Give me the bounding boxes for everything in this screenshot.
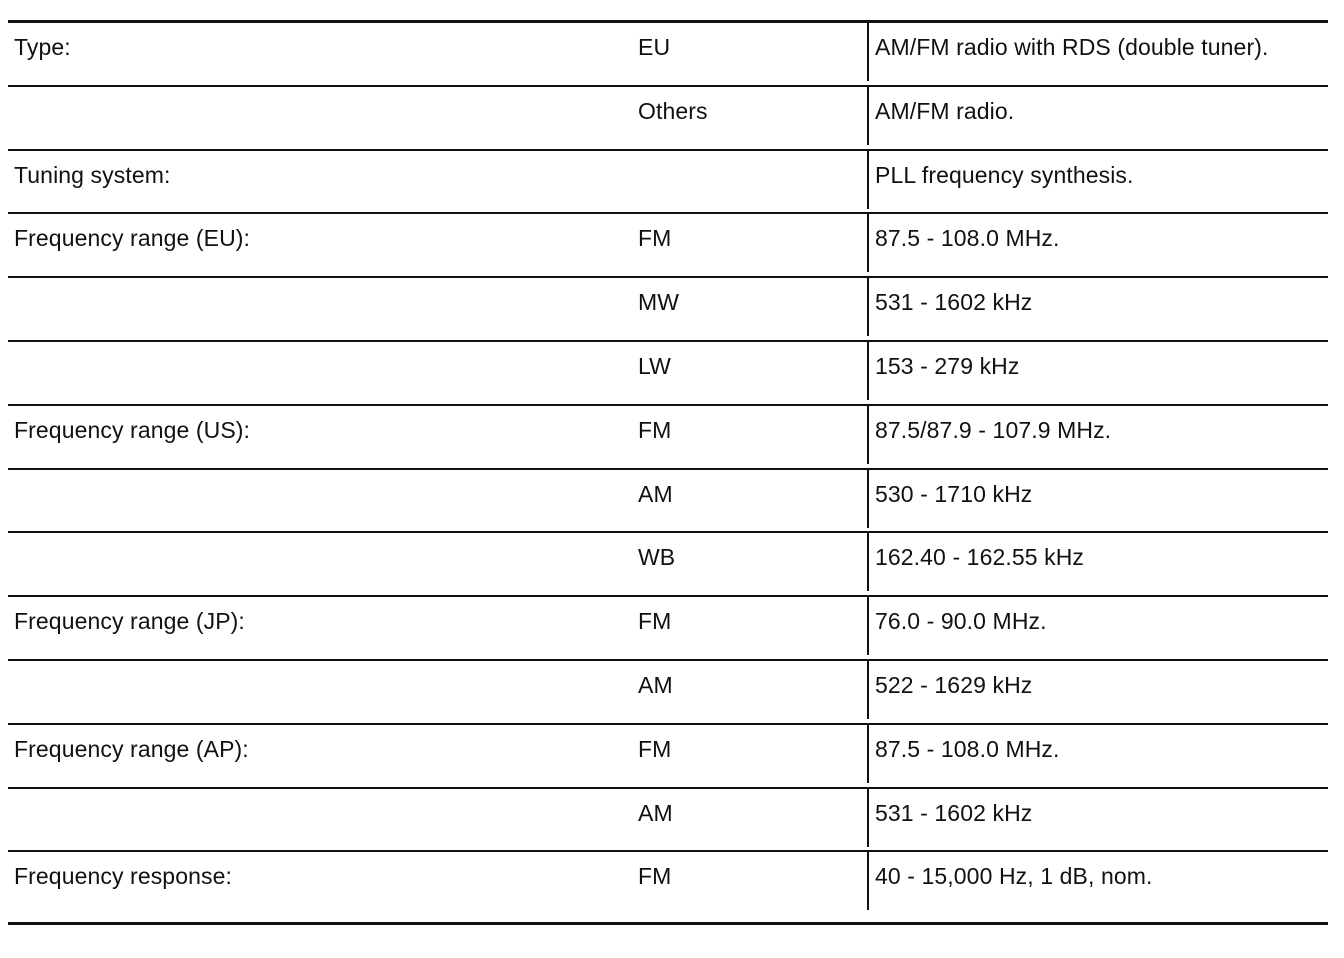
row-band: EU bbox=[638, 34, 671, 60]
row-label: Frequency range (AP): bbox=[14, 735, 249, 762]
row-value: 87.5 - 108.0 MHz. bbox=[875, 735, 1060, 762]
row-value: 76.0 - 90.0 MHz. bbox=[875, 608, 1047, 635]
row-band: FM bbox=[638, 735, 672, 762]
row-label: Tuning system: bbox=[14, 161, 171, 188]
column-divider bbox=[867, 852, 869, 910]
row-band: MW bbox=[638, 289, 680, 316]
table-row bbox=[8, 661, 1328, 725]
spec-table bbox=[8, 20, 1328, 925]
column-divider bbox=[867, 406, 869, 464]
column-divider bbox=[867, 789, 869, 847]
table-row bbox=[8, 725, 1328, 789]
table-row bbox=[8, 214, 1328, 278]
row-band: AM bbox=[638, 480, 673, 507]
row-value: 531 - 1602 kHz bbox=[875, 289, 1033, 316]
row-value: 530 - 1710 kHz bbox=[875, 480, 1033, 507]
column-divider bbox=[867, 23, 869, 81]
row-band: FM bbox=[638, 416, 672, 443]
column-divider bbox=[867, 87, 869, 145]
row-band: FM bbox=[638, 225, 672, 252]
row-label: Type: bbox=[14, 34, 71, 60]
row-value: 522 - 1629 kHz bbox=[875, 671, 1033, 698]
row-value: 40 - 15,000 Hz, 1 dB, nom. bbox=[875, 863, 1153, 890]
row-value: AM/FM radio with RDS (double tuner). bbox=[875, 34, 1269, 60]
column-divider bbox=[867, 533, 869, 591]
row-label: Frequency range (US): bbox=[14, 416, 251, 443]
column-divider bbox=[867, 725, 869, 783]
table-row bbox=[8, 406, 1328, 470]
row-band: AM bbox=[638, 799, 673, 826]
table-row bbox=[8, 852, 1328, 922]
row-label: Frequency range (EU): bbox=[14, 225, 251, 252]
row-label: Frequency range (JP): bbox=[14, 608, 245, 635]
table-row bbox=[8, 789, 1328, 853]
row-value: 87.5/87.9 - 107.9 MHz. bbox=[875, 416, 1112, 443]
row-label: Frequency response: bbox=[14, 863, 232, 890]
row-value: AM/FM radio. bbox=[875, 97, 1015, 124]
column-divider bbox=[867, 661, 869, 719]
column-divider bbox=[867, 278, 869, 336]
column-divider bbox=[867, 214, 869, 272]
table-row bbox=[8, 23, 1328, 87]
column-divider bbox=[867, 151, 869, 209]
row-band: LW bbox=[638, 352, 671, 379]
row-band: Others bbox=[638, 97, 708, 124]
row-band: FM bbox=[638, 608, 672, 635]
row-band: WB bbox=[638, 544, 676, 571]
row-value: 162.40 - 162.55 kHz bbox=[875, 544, 1085, 571]
row-value: 153 - 279 kHz bbox=[875, 352, 1020, 379]
table-row bbox=[8, 151, 1328, 215]
table-row bbox=[8, 278, 1328, 342]
row-band: FM bbox=[638, 863, 672, 890]
row-value: 87.5 - 108.0 MHz. bbox=[875, 225, 1060, 252]
column-divider bbox=[867, 470, 869, 528]
row-band: AM bbox=[638, 671, 673, 698]
column-divider bbox=[867, 597, 869, 655]
table-row bbox=[8, 533, 1328, 597]
row-value: PLL frequency synthesis. bbox=[875, 161, 1134, 188]
table-row bbox=[8, 597, 1328, 661]
table-row bbox=[8, 470, 1328, 534]
row-value: 531 - 1602 kHz bbox=[875, 799, 1033, 826]
table-row bbox=[8, 87, 1328, 151]
column-divider bbox=[867, 342, 869, 400]
table-row bbox=[8, 342, 1328, 406]
